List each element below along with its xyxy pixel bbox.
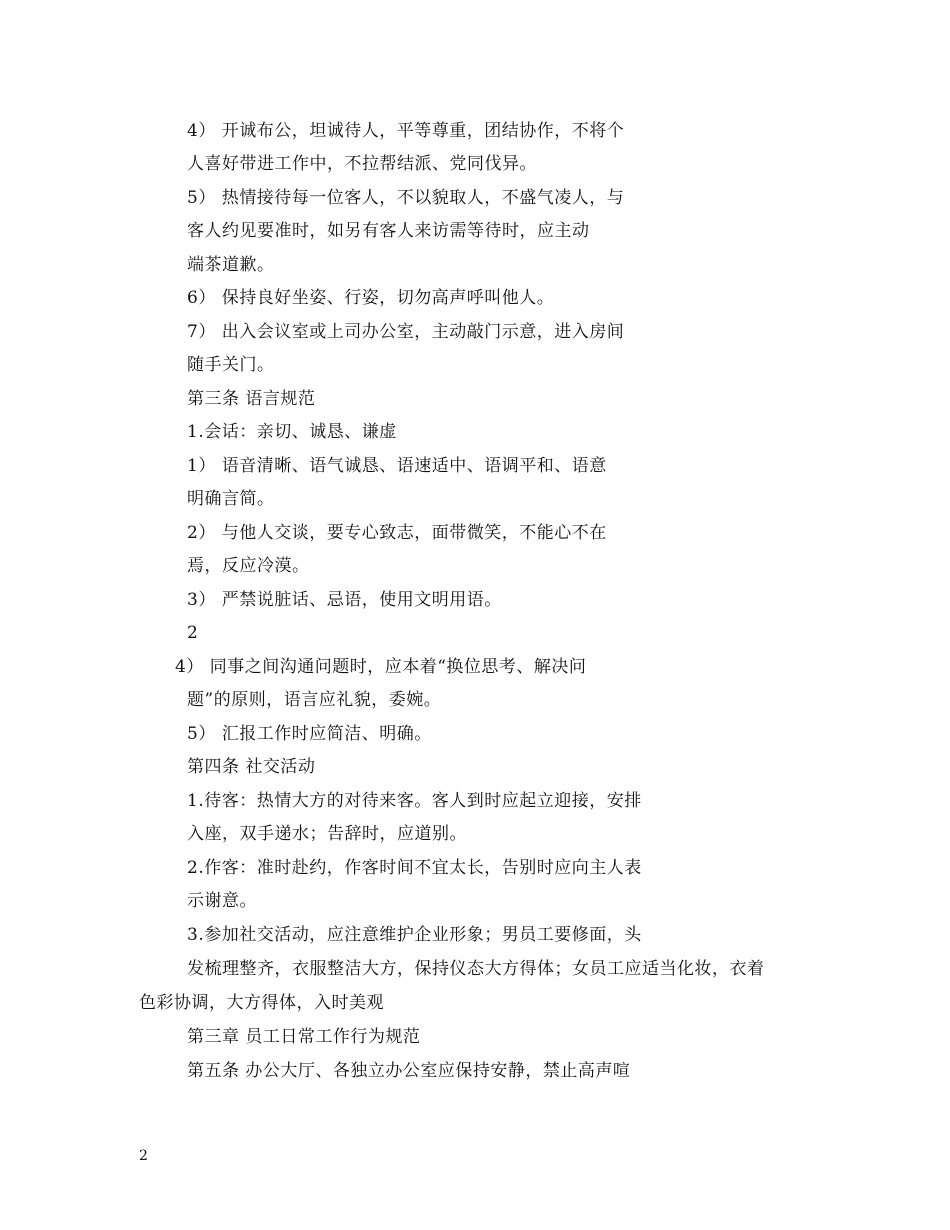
section-heading: 第五条 办公大厅、各独立办公室应保持安静，禁止高声喧: [187, 1061, 631, 1081]
text-line: 5） 热情接待每一位客人，不以貌取人，不盛气凌人，与: [187, 188, 625, 208]
text-line: 1） 语音清晰、语气诚恳、语速适中、语调平和、语意: [187, 456, 607, 476]
section-heading: 第三条 语言规范: [187, 389, 316, 409]
text-line: 2） 与他人交谈，要专心致志，面带微笑，不能心不在: [187, 523, 607, 543]
text-line: 4） 同事之间沟通问题时，应本着“换位思考、解决问: [175, 657, 587, 677]
text-line: 3） 严禁说脏话、忌语，使用文明用语。: [187, 590, 502, 610]
text-line: 1.待客：热情大方的对待来客。客人到时应起立迎接，安排: [187, 791, 642, 811]
text-line: 色彩协调，大方得体，入时美观: [139, 993, 384, 1013]
text-line: 6） 保持良好坐姿、行姿，切勿高声呼叫他人。: [187, 288, 555, 308]
text-line: 3.参加社交活动，应注意维护企业形象；男员工要修面，头: [187, 925, 642, 945]
text-line: 明确言简。: [187, 489, 275, 509]
text-line: 7） 出入会议室或上司办公室，主动敲门示意，进入房间: [187, 322, 625, 342]
text-line: 客人约见要准时，如另有客人来访需等待时，应主动: [187, 221, 590, 241]
text-line: 题”的原则，语言应礼貌，委婉。: [187, 690, 442, 710]
text-line: 焉，反应冷漠。: [187, 556, 310, 576]
text-line: 4） 开诚布公，坦诚待人，平等尊重，团结协作，不将个: [187, 121, 625, 141]
text-line: 端茶道歉。: [187, 255, 275, 275]
section-heading: 第四条 社交活动: [187, 757, 316, 777]
text-line: 1.会话：亲切、诚恳、谦虚: [187, 422, 397, 442]
text-line: 入座，双手递水；告辞时，应道别。: [187, 824, 467, 844]
inline-page-marker: 2: [187, 623, 199, 643]
page-number: 2: [139, 1148, 148, 1164]
text-line: 随手关门。: [187, 355, 275, 375]
text-line: 发梳理整齐，衣服整洁大方，保持仪态大方得体；女员工应适当化妆，衣着: [187, 959, 765, 979]
text-line: 示谢意。: [187, 891, 257, 911]
text-line: 人喜好带进工作中，不拉帮结派、党同伐异。: [187, 154, 537, 174]
text-line: 5） 汇报工作时应简洁、明确。: [187, 724, 432, 744]
text-line: 2.作客：准时赴约，作客时间不宜太长，告别时应向主人表: [187, 858, 642, 878]
chapter-heading: 第三章 员工日常工作行为规范: [187, 1027, 421, 1047]
